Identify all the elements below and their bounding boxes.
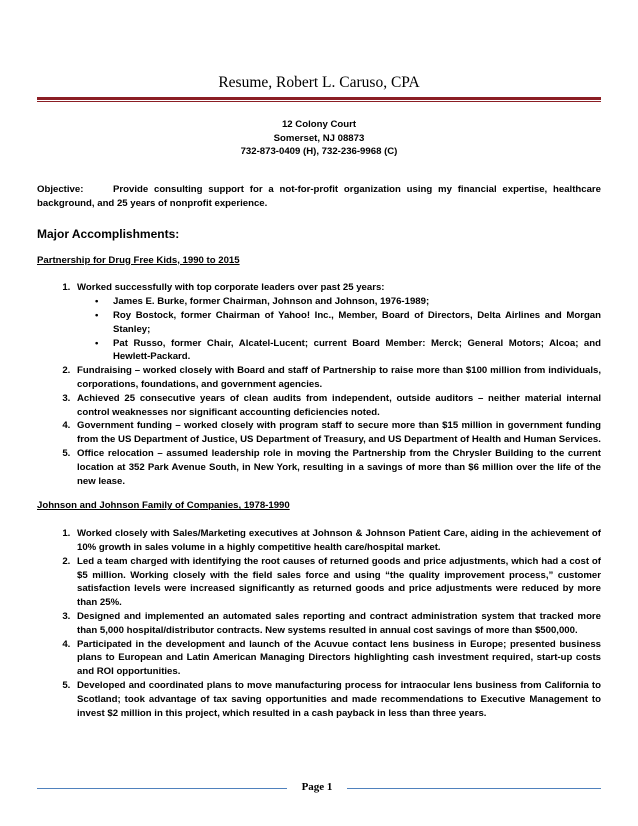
title-rule-thin — [37, 101, 601, 102]
list-item-text: Worked successfully with top corporate leaders over past 25 years: — [77, 282, 385, 294]
footer-rule-right — [347, 788, 601, 789]
objective — [37, 183, 601, 211]
list-item: 1. Worked closely with Sales/Marketing executives at Johnson & Johnson Patient Care, aiding in the achievement of 10% growth in sales volume in a highly competitive health care/hospital market. — [73, 527, 601, 555]
objective-label: Objective: — [37, 184, 84, 195]
document-title: Resume, Robert L. Caruso, CPA — [218, 74, 420, 91]
footer-rule-left — [37, 788, 287, 789]
list-item: 4. Government funding – worked closely with program staff to secure more than $15 million in government funding from the US Department of Justice, US Department of Treasury, and US Department of Health and Human Services. — [73, 419, 601, 447]
list-item — [73, 281, 601, 364]
list-item: 2. Led a team charged with identifying the root causes of returned goods and price adjustments, which had a cost of $5 million. Working closely with the field sales force and using “the quality improvement process,” customer satisfaction levels were increased significantly as returned goods and price adjustments were reduced by more than 25%. — [73, 555, 601, 610]
page-footer — [0, 776, 638, 802]
contact-block — [0, 118, 638, 159]
list-item: 3. Achieved 25 consecutive years of clean audits from independent, outside auditors – neither material internal control weaknesses nor significant accounting deficiencies noted. — [73, 392, 601, 420]
list-item: 5. Office relocation – assumed leadership role in moving the Partnership from the Chrysler Building to the current location at 352 Park Avenue South, in New York, resulting in a savings of more than $6 million over the life of the new lease. — [73, 447, 601, 488]
bullet-item: • Roy Bostock, former Chairman of Yahoo! Inc., Member, Board of Directors, Delta Airlines and Morgan Stanley; — [93, 309, 601, 337]
resume-body — [37, 183, 601, 720]
title-rule-thick — [37, 97, 601, 100]
address-city: Somerset, NJ 08873 — [273, 132, 365, 144]
page-number: Page 1 — [301, 781, 333, 793]
partnership-accomplishments-list — [37, 281, 601, 488]
corporate-leaders-list — [77, 295, 601, 364]
section-heading-johnson: Johnson and Johnson Family of Companies, 1978-1990 — [37, 500, 290, 512]
major-accomplishments-heading: Major Accomplishments: — [37, 226, 180, 241]
phone-numbers: 732-873-0409 (H), 732-236-9968 (C) — [240, 146, 398, 158]
johnson-accomplishments-list — [37, 527, 601, 720]
address-street: 12 Colony Court — [281, 119, 357, 130]
list-item: 3. Designed and implemented an automated sales reporting and contract administration system that tracked more than 5,000 hospital/distributor contracts. New systems resulted in annual cost savings of more than $500,000. — [73, 610, 601, 638]
list-item: 4. Participated in the development and launch of the Acuvue contact lens business in Europe; presented business plans to European and Latin American Managing Directors highlighting cash investment required, start-up costs and ROI opportunities. — [73, 638, 601, 679]
objective-text: Provide consulting support for a not-for-profit organization using my financial expertise, healthcare background, and 25 years of nonprofit experience. — [37, 184, 601, 209]
section-heading-partnership: Partnership for Drug Free Kids, 1990 to 2015 — [37, 254, 240, 266]
bullet-item: • Pat Russo, former Chair, Alcatel-Lucent; current Board Member: Merck; General Motors; Alcoa; and Hewlett-Packard. — [93, 337, 601, 365]
bullet-item: • James E. Burke, former Chairman, Johnson and Johnson, 1976-1989; — [93, 295, 601, 309]
list-item: 5. Developed and coordinated plans to move manufacturing process for intraocular lens business from California to Scotland; took advantage of tax saving opportunities and made recommendations to Executive Management to invest $2 million in this project, which resulted in a cash payback in less than three years. — [73, 679, 601, 720]
list-item: 2. Fundraising – worked closely with Board and staff of Partnership to raise more than $100 million from individuals, corporations, foundations, and government agencies. — [73, 364, 601, 392]
